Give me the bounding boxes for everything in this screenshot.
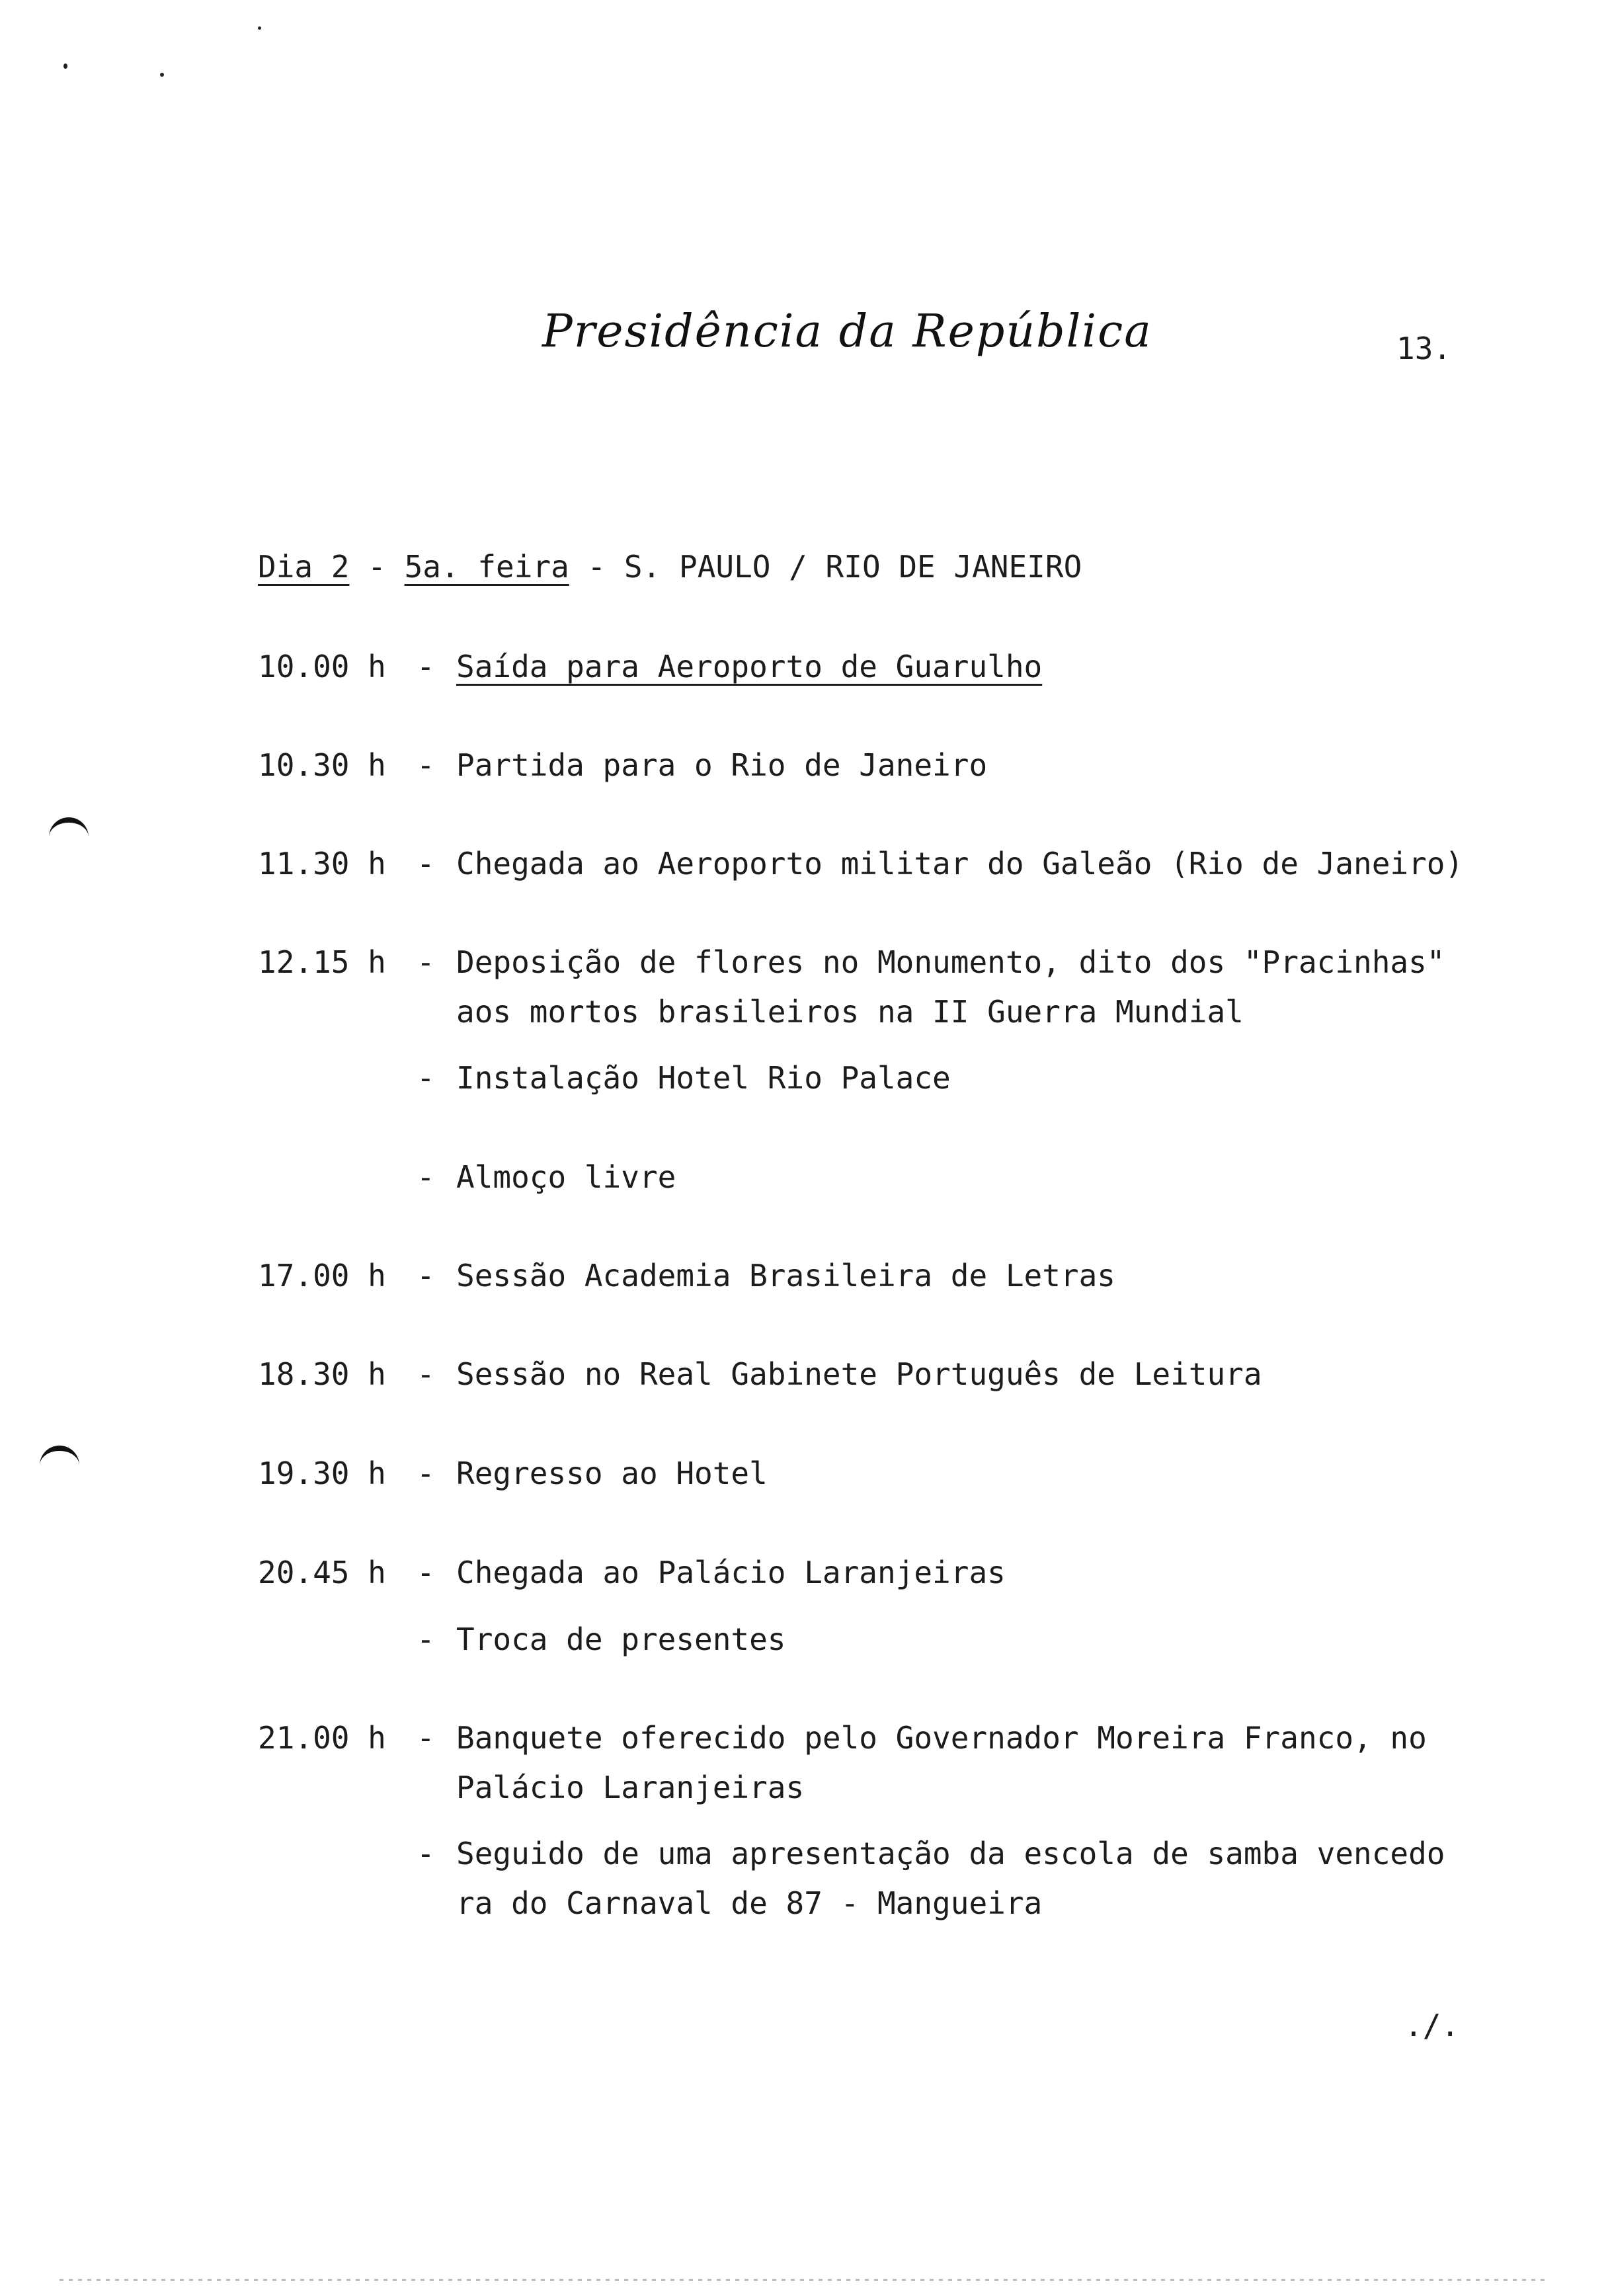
entry-text: Almoço livre: [456, 1159, 676, 1195]
entry-dash: -: [417, 1555, 435, 1590]
entry-text: Instalação Hotel Rio Palace: [456, 1060, 951, 1096]
scan-punch-mark: [40, 1446, 79, 1471]
entry-dash: -: [417, 944, 435, 980]
scan-punch-mark: [49, 817, 89, 842]
entry-time: 21.00 h: [258, 1720, 386, 1756]
continuation-mark: ./.: [1404, 2008, 1460, 2043]
entry-dash: -: [417, 747, 435, 783]
entry-time: 18.30 h: [258, 1356, 386, 1392]
entry-text-continued: aos mortos brasileiros na II Guerra Mundial: [456, 994, 1244, 1030]
page-number: 13.: [1396, 331, 1452, 366]
entry-text: Troca de presentes: [456, 1621, 786, 1657]
entry-dash: -: [417, 1258, 435, 1293]
entry-text: Banquete oferecido pelo Governador Moreira Franco, no: [456, 1720, 1427, 1756]
entry-text-continued: ra do Carnaval de 87 - Mangueira: [456, 1885, 1043, 1921]
entry-time: 20.45 h: [258, 1555, 386, 1590]
heading-separator: -: [349, 549, 405, 585]
scan-speck: [63, 63, 67, 69]
entry-time: 17.00 h: [258, 1258, 386, 1293]
entry-text: Saída para Aeroporto de Guarulho: [456, 649, 1043, 684]
entry-text: Partida para o Rio de Janeiro: [456, 747, 988, 783]
day-heading: [258, 549, 1082, 585]
entry-text: Sessão no Real Gabinete Português de Leitura: [456, 1356, 1262, 1392]
heading-day: Dia 2: [258, 549, 350, 585]
entry-dash: -: [417, 1159, 435, 1195]
entry-dash: -: [417, 1456, 435, 1491]
entry-text: Chegada ao Palácio Laranjeiras: [456, 1555, 1006, 1590]
entry-text: Deposição de flores no Monumento, dito dos "Pracinhas": [456, 944, 1445, 980]
heading-cities: - S. PAULO / RIO DE JANEIRO: [569, 549, 1082, 585]
entry-text: Seguido de uma apresentação da escola de samba vencedo: [456, 1836, 1445, 1871]
entry-dash: -: [417, 1621, 435, 1657]
entry-time: 10.00 h: [258, 649, 386, 684]
entry-time: 19.30 h: [258, 1456, 386, 1491]
entry-time: 12.15 h: [258, 944, 386, 980]
entry-time: 11.30 h: [258, 846, 386, 882]
entry-text: Chegada ao Aeroporto militar do Galeão (Rio de Janeiro): [456, 846, 1464, 882]
entry-time: 10.30 h: [258, 747, 386, 783]
entry-dash: -: [417, 649, 435, 684]
letterhead: Presidência da República: [542, 306, 1152, 358]
heading-weekday: 5a. feira: [404, 549, 569, 585]
scan-edge-noise: [60, 2279, 1547, 2281]
scan-speck: [160, 73, 164, 77]
entry-dash: -: [417, 846, 435, 882]
entry-text: Regresso ao Hotel: [456, 1456, 768, 1491]
scan-speck: [258, 26, 261, 30]
entry-dash: -: [417, 1720, 435, 1756]
entry-dash: -: [417, 1836, 435, 1871]
entry-dash: -: [417, 1060, 435, 1096]
entry-text: Sessão Academia Brasileira de Letras: [456, 1258, 1115, 1293]
entry-text-continued: Palácio Laranjeiras: [456, 1770, 805, 1805]
entry-dash: -: [417, 1356, 435, 1392]
